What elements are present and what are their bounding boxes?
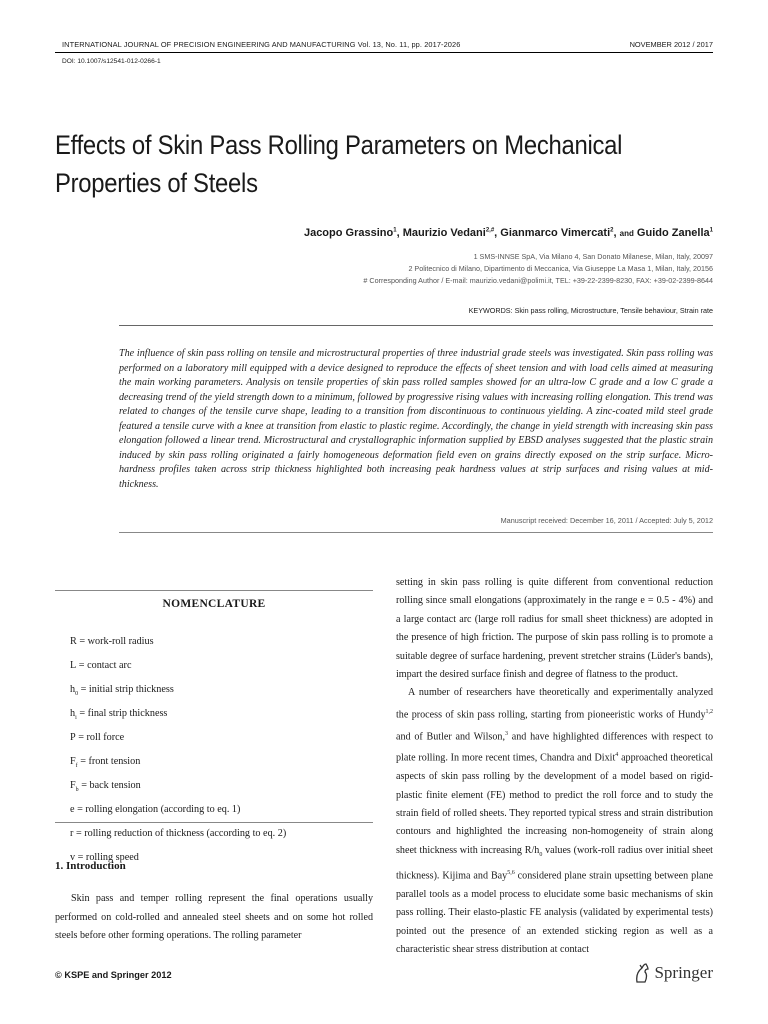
author-list: Jacopo Grassino$^1$, Maurizio Vedani$^{2,\#}$, Gianmarco Vimercati$^2$, and Guido Zanella$^1$: [303, 227, 713, 239]
keywords-rule: [119, 325, 713, 326]
author-2: Maurizio Vedani: [402, 227, 486, 239]
nomenclature-item: $h_0$ = initial strip thickness: [70, 684, 174, 698]
nomenclature-bottom-rule: [55, 822, 373, 823]
title-line-1: Effects of Skin Pass Rolling Parameters on Mechanical: [55, 130, 623, 160]
corresponding-author: # Corresponding Author / E-mail: maurizio.vedani@polimi.it, TEL: +39-22-2399-8230, FAX: +39-02-2399-8644: [363, 276, 713, 285]
manuscript-dates: Manuscript received: December 16, 2011 / Accepted: July 5, 2012: [500, 516, 713, 525]
citation[interactable]: 3: [504, 730, 508, 737]
citation[interactable]: 4: [615, 752, 619, 759]
author-3: Gianmarco Vimercati: [500, 227, 611, 239]
citation[interactable]: 1,2: [705, 708, 713, 715]
nomenclature-item: $F_f$ = front tension: [70, 756, 141, 770]
nomenclature-item: R = work-roll radius: [70, 636, 154, 647]
introduction-paragraph: Skin pass and temper rolling represent the final operations usually performed on cold-rolled and annealed steel sheets and on some hot rolled steels before other forming operations. The rolling parameter: [55, 893, 373, 941]
paper-title: [55, 126, 658, 202]
nomenclature-top-rule: [55, 590, 373, 591]
publisher-name: Springer: [654, 963, 713, 982]
springer-horse-icon: [633, 962, 651, 984]
header-rule: [55, 52, 713, 53]
author-4: Guido Zanella: [636, 227, 710, 239]
author-and: and: [619, 229, 634, 238]
nomenclature-item: r = rolling reduction of thickness (according to eq. 2): [70, 828, 287, 840]
right-column: [396, 574, 713, 960]
affiliation-2: 2 Politecnico di Milano, Dipartimento di Meccanica, Via Giuseppe La Masa 1, Milan, Italy, 20156: [408, 264, 713, 273]
section-heading-introduction: 1. Introduction: [55, 860, 126, 872]
affiliation-1: 1 SMS-INNSE SpA, Via Milano 4, San Donato Milanese, Milan, Italy, 20097: [473, 252, 713, 261]
journal-header: INTERNATIONAL JOURNAL OF PRECISION ENGINEERING AND MANUFACTURING Vol. 13, No. 11, pp. 2017-2026: [62, 40, 461, 49]
author-1-affil: 1: [393, 227, 397, 234]
keywords: [469, 306, 713, 315]
author-1: Jacopo Grassino: [303, 227, 394, 239]
nomenclature-list: [70, 632, 286, 872]
abstract: The influence of skin pass rolling on tensile and microstructural properties of three industrial grade steels was investigated. Skin pass rolling was performed on a laboratory mill equipped with a device designed to reproduce the effects of sheet tension and with load cells aimed at measuring the main working parameters. Analysis on tensile properties of skin pass rolled samples showed for an ultra-low C grade and a low C grade a decreasing trend of the yield strength down to a minimum, followed by progressive rising values with increasing rolling elongation. This trend was related to changes of the tensile curve shape, leading to a transition from discontinuous to continuous yielding. A zinc-coated mild steel grade featured a tensile curve with a knee at transition from elastic to plastic regime. Accordingly, the change in yield strength with increasing skin pass elongation followed a linear trend. Microstructural and crystallographic information supplied by EBSD analyses suggested that the plastic strain induced by skin pass rolling originated a fairly homogeneous deformation field even on grains directly exposed on the strip surface. Micro-hardness profiles taken across strip thickness highlighted both increasing peak hardness values at strip surfaces and rising values at mid-thickness.: [119, 348, 713, 490]
nomenclature-item: L = contact arc: [70, 660, 132, 672]
author-3-affil: 2: [610, 227, 614, 234]
doi[interactable]: DOI: 10.1007/s12541-012-0266-1: [62, 58, 161, 65]
nomenclature-item: P = roll force: [70, 732, 125, 744]
keywords-label: KEYWORDS:: [468, 306, 513, 315]
abstract-rule: [119, 532, 713, 533]
body-paragraph-1: setting in skin pass rolling is quite different from conventional reduction rolling since small elongations (approximately in the range e = 0.5 - 4%) and a large contact arc (large roll radius for small sheet thickness) are adopted in the presence of high friction. The purpose of skin pass rolling is to promote a suitable degree of surface hardening, prevent stretcher strains (Lüder's bands), impart the desired surface finish and degree of flatness to the product.: [396, 577, 713, 681]
issue-date: NOVEMBER 2012 / 2017: [629, 40, 713, 49]
nomenclature-item: v = rolling speed: [70, 852, 139, 864]
nomenclature-item: e = rolling elongation (according to eq. 1): [70, 804, 241, 816]
author-4-affil: 1: [709, 227, 713, 234]
citation[interactable]: 5,6: [507, 870, 515, 877]
keywords-text: Skin pass rolling, Microstructure, Tensile behaviour, Strain rate: [514, 306, 713, 315]
title-line-2: Properties of Steels: [55, 168, 258, 198]
nomenclature-item: $h_i$ = final strip thickness: [70, 708, 168, 722]
body-paragraph-2: A number of researchers have theoretically and experimentally analyzed the process of skin pass rolling, starting from pioneeristic works of Hundy$^{1,2}$ and of Butler and Wilson,$^3$ and have highlighted differences with respect to plate rolling. In more recent times, Chandra and Dixit$^4$ approached theoretical aspects of skin pass rolling by the development of a model based on rigid-plastic finite element (FE) method to predict the roll force and to study the strain field of rolled sheets. They reported typical stress and strain distribution contours and highlighted the increasing non-homogeneity of strain along sheet thickness with increasing $R/h_0$ values (work-roll radius over initial sheet thickness). Kijima and Bay$^{5,6}$ considered plane strain upsetting between plane parallel tools as a model process to elucidate some basic mechanisms of skin pass rolling. Their elasto-plastic FE analysis (validated by experimental tests) pointed out the presence of an extended sticking region as well as a characteristic shear stress distribution at contact: [396, 687, 714, 956]
publisher-logo: [633, 962, 713, 984]
author-2-affil: 2,#: [485, 227, 495, 234]
copyright: © KSPE and Springer 2012: [55, 970, 172, 980]
nomenclature-item: $F_b$ = back tension: [70, 780, 141, 794]
nomenclature-title: NOMENCLATURE: [162, 598, 266, 610]
